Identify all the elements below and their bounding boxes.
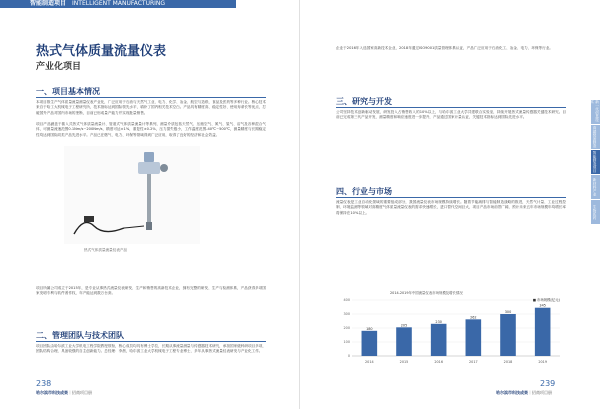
section-header-text <box>30 0 165 8</box>
bar-2016 <box>431 324 447 356</box>
y-tick-label: 300 <box>343 312 350 317</box>
flow-meter-illustration <box>64 146 200 244</box>
research-heading: 三、研究与开发 <box>336 97 392 106</box>
footer-left-thin: ｜招商项目册 <box>68 390 92 395</box>
legend-entry: ■ 市场规模(亿元) <box>532 298 560 302</box>
x-tick-label: 2014 <box>365 360 374 364</box>
basic-heading: 一、项目基本情况 <box>36 87 100 96</box>
footer-right-bold: 哈尔滨市科技成果 <box>496 390 528 395</box>
data-label: 205 <box>400 323 408 328</box>
footer-right <box>496 390 552 396</box>
divider <box>336 197 566 198</box>
chart-title: 2014-2019年中国流量仪表市场规模及增长情况 <box>390 291 463 295</box>
basic-para-2: 项目产品涵盖于插入式热式气体质量流量计、管道式气体质量流量计等系列，测量介质包括天然气、压缩空气、氮气、氢气、沼气及各种混合气体，可测量流速范围0.1Nm/s~200Nm/s，精度可达±1%，重复性±0.2%，压力损失极小，工作温度范围-40℃~500℃，测量精度与长期稳定性均达到国际同类产品先进水平。产品已在燃气、电力、环保等领域得到广泛应用，取得了良好的经济和社会效益。 <box>36 122 266 137</box>
team-heading: 二、管理团队与技术团队 <box>36 331 124 340</box>
data-label: 230 <box>435 319 442 324</box>
divider <box>36 341 266 342</box>
y-tick-label: 400 <box>343 298 350 303</box>
market-size-chart <box>336 294 566 366</box>
bar-2018 <box>500 314 516 356</box>
side-tab-0[interactable]: 新一代信息技术 <box>591 100 600 124</box>
section-name-en: INTELLIGENT MANUFACTURING <box>72 0 166 7</box>
page-number-left: 238 <box>36 379 52 388</box>
team-para-continued: 企业于2016年入选国家高新技术企业，2018年通过ISO9001质量管理体系认证，产品广泛应用于石油化工、冶金、电力、环保等行业。 <box>336 46 553 50</box>
side-tab-1[interactable]: 高端装备制造 <box>591 125 600 149</box>
data-label: 300 <box>504 310 512 314</box>
project-subtitle: 产业化项目 <box>36 62 82 72</box>
x-tick-label: 2019 <box>538 360 547 364</box>
side-tab-4[interactable]: 生物医药 <box>591 200 600 224</box>
y-tick-label: 100 <box>343 340 350 345</box>
right-page <box>300 0 600 409</box>
product-photo <box>64 146 200 244</box>
section-side-tabs <box>591 100 600 225</box>
research-para: 公司坚持技术创新驱动发展，研发投入占销售收入的10%以上，与哈尔滨工业大学共建联合实验室，持续开展热式流量传感器关键技术研究。目前已完成第三代产品开发，测量精度和响应速度进一步提升，产品通过国家计量认证，关键技术指标达到国际先进水平。 <box>336 110 566 120</box>
data-label: 180 <box>366 326 373 331</box>
data-label: 262 <box>470 315 477 320</box>
divider <box>336 107 566 108</box>
bar-2017 <box>466 319 482 356</box>
x-tick-label: 2018 <box>503 360 513 364</box>
industry-para: 流量仪表是工业自动化领域的重要组成部分，我国流量仪表市场规模持续增长。随着节能减排与智能制造战略的推进，天然气计量、工业过程控制、环境监测等领域对高精度气体质量流量仪表的需求快速增长，进口替代空间巨大，项目产品市场前景广阔，预计未来五年市场规模年均增长率将保持在10%以上。 <box>336 200 566 215</box>
bar-2019 <box>535 308 551 356</box>
project-title: 热式气体质量流量仪表 <box>36 44 167 59</box>
x-tick-label: 2017 <box>469 360 478 364</box>
page-number-right: 239 <box>540 379 556 388</box>
side-tab-2[interactable]: 智能制造项目 <box>591 150 600 174</box>
footer-left <box>36 390 92 396</box>
y-tick-label: 0 <box>347 354 350 359</box>
y-tick-label: 200 <box>343 326 350 331</box>
side-tab-3[interactable]: 新材料产业 <box>591 175 600 199</box>
x-tick-label: 2015 <box>399 360 409 364</box>
data-label: 345 <box>539 303 546 308</box>
bar-2015 <box>396 327 412 356</box>
basic-para-1: 本项目推生产气体质量流量测量仪表产业化，广泛应用于石油与天然气工业、电力、化学、冶金、航空与造纸、食品及医药等多种行业。核心技术来自于哈工大机械电子工程研究所，技术指标达到国际领先水平，填补了国内相关技术空白。产品具有精度高、稳定性好、使用寿命长等优点，打破国外产品对国内市场的垄断，目前已形成量产能力并实现批量销售。 <box>36 100 266 115</box>
photo-caption: 热式气体质量流量仪表产品 <box>84 248 128 252</box>
footer-right-thin: ｜招商项目册 <box>528 390 552 395</box>
footer-left-bold: 哈尔滨市科技成果 <box>36 390 68 395</box>
section-name-cn: 智能制造项目 <box>30 0 67 7</box>
team-para: 项目团队由哈尔滨工业大学机电工程学院教授领衔，核心成员均具有博士学位，长期从事流量测量与传感器技术研究，承担国家级科研项目多项，团队结构合理，具备较强的自主创新能力。总经理：李晨，哈尔滨工业大学机械电子工程专业博士，多年从事热式流量仪表研发与产业化工作。 <box>36 344 266 354</box>
x-tick-label: 2016 <box>434 360 443 364</box>
basic-para-3: 项目所属公司成立于2015年，是专业从事热式流量仪表研发、生产和销售的高新技术企业，拥有完整的研发、生产与检测体系，产品获得多项国家发明专利与软件著作权，年产能达到数万台套。 <box>36 286 266 296</box>
divider <box>36 97 266 98</box>
bar-2014 <box>362 331 378 356</box>
industry-heading: 四、行业与市场 <box>336 187 392 196</box>
